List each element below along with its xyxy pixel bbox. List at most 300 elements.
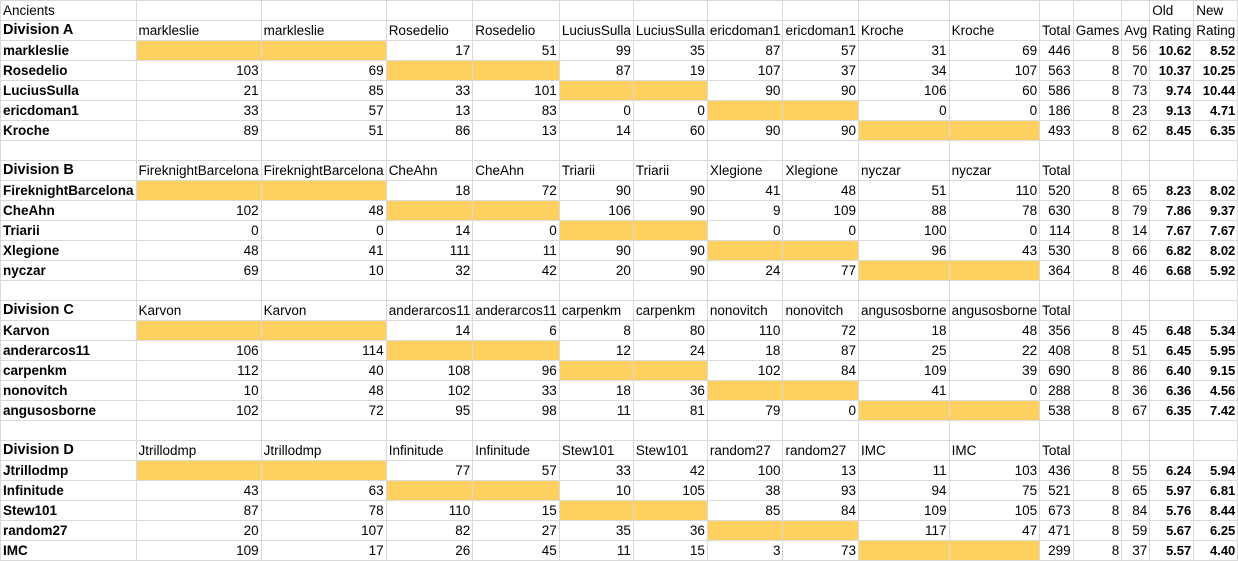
- avg-cell[interactable]: 45: [1122, 321, 1150, 341]
- score-cell[interactable]: 51: [859, 181, 950, 201]
- new-rating-cell[interactable]: 7.67: [1194, 221, 1238, 241]
- games-cell[interactable]: 8: [1073, 41, 1122, 61]
- self-match-cell[interactable]: [559, 361, 633, 381]
- empty-cell[interactable]: [1150, 141, 1194, 161]
- score-cell[interactable]: 106: [136, 341, 261, 361]
- score-cell[interactable]: 109: [136, 541, 261, 561]
- empty-cell[interactable]: [949, 1, 1040, 21]
- score-cell[interactable]: 105: [633, 481, 707, 501]
- score-cell[interactable]: 14: [386, 221, 473, 241]
- avg-cell[interactable]: 70: [1122, 61, 1150, 81]
- empty-cell[interactable]: [633, 1, 707, 21]
- score-cell[interactable]: 69: [136, 261, 261, 281]
- opponent-header-cell[interactable]: Infinitude: [386, 441, 473, 461]
- player-name-cell[interactable]: Jtrillodmp: [1, 461, 137, 481]
- player-name-cell[interactable]: Kroche: [1, 121, 137, 141]
- old-rating-cell[interactable]: 6.48: [1150, 321, 1194, 341]
- score-cell[interactable]: 42: [473, 261, 560, 281]
- old-rating-cell[interactable]: 5.67: [1150, 521, 1194, 541]
- score-cell[interactable]: 15: [473, 501, 560, 521]
- self-match-cell[interactable]: [633, 221, 707, 241]
- avg-cell[interactable]: 67: [1122, 401, 1150, 421]
- new-rating-cell[interactable]: 8.44: [1194, 501, 1238, 521]
- score-cell[interactable]: 20: [559, 261, 633, 281]
- empty-cell[interactable]: [859, 281, 950, 301]
- score-cell[interactable]: 3: [707, 541, 783, 561]
- score-cell[interactable]: 18: [859, 321, 950, 341]
- player-name-cell[interactable]: Infinitude: [1, 481, 137, 501]
- old-rating-cell[interactable]: 6.40: [1150, 361, 1194, 381]
- games-cell[interactable]: 8: [1073, 181, 1122, 201]
- self-match-cell[interactable]: [707, 101, 783, 121]
- score-cell[interactable]: 25: [859, 341, 950, 361]
- self-match-cell[interactable]: [859, 121, 950, 141]
- score-cell[interactable]: 108: [386, 361, 473, 381]
- self-match-cell[interactable]: [386, 481, 473, 501]
- score-cell[interactable]: 13: [386, 101, 473, 121]
- total-cell[interactable]: 586: [1040, 81, 1074, 101]
- new-rating-cell[interactable]: 8.02: [1194, 241, 1238, 261]
- player-name-cell[interactable]: LuciusSulla: [1, 81, 137, 101]
- opponent-header-cell[interactable]: Jtrillodmp: [261, 441, 386, 461]
- old-rating-cell[interactable]: 6.35: [1150, 401, 1194, 421]
- score-cell[interactable]: 60: [949, 81, 1040, 101]
- empty-cell[interactable]: [707, 141, 783, 161]
- opponent-header-cell[interactable]: random27: [707, 441, 783, 461]
- division-name-cell[interactable]: Division C: [1, 301, 137, 321]
- empty-cell[interactable]: [783, 141, 859, 161]
- score-cell[interactable]: 33: [473, 381, 560, 401]
- empty-cell[interactable]: [1150, 421, 1194, 441]
- opponent-header-cell[interactable]: Stew101: [559, 441, 633, 461]
- score-cell[interactable]: 112: [136, 361, 261, 381]
- score-cell[interactable]: 18: [559, 381, 633, 401]
- empty-cell[interactable]: [633, 421, 707, 441]
- empty-cell[interactable]: [1194, 281, 1238, 301]
- empty-cell[interactable]: [1073, 281, 1122, 301]
- avg-cell[interactable]: 36: [1122, 381, 1150, 401]
- score-cell[interactable]: 99: [559, 41, 633, 61]
- empty-cell[interactable]: [783, 1, 859, 21]
- empty-cell[interactable]: [1194, 301, 1238, 321]
- total-cell[interactable]: 364: [1040, 261, 1074, 281]
- self-match-cell[interactable]: [949, 261, 1040, 281]
- opponent-header-cell[interactable]: FireknightBarcelona: [136, 161, 261, 181]
- score-cell[interactable]: 17: [261, 541, 386, 561]
- empty-cell[interactable]: [1073, 441, 1122, 461]
- avg-cell[interactable]: 23: [1122, 101, 1150, 121]
- score-cell[interactable]: 10: [559, 481, 633, 501]
- score-cell[interactable]: 14: [386, 321, 473, 341]
- score-cell[interactable]: 21: [136, 81, 261, 101]
- old-rating-header-cell[interactable]: Rating: [1150, 21, 1194, 41]
- score-cell[interactable]: 37: [783, 61, 859, 81]
- score-cell[interactable]: 51: [261, 121, 386, 141]
- score-cell[interactable]: 106: [859, 81, 950, 101]
- score-cell[interactable]: 109: [859, 361, 950, 381]
- player-name-cell[interactable]: Rosedelio: [1, 61, 137, 81]
- score-cell[interactable]: 90: [633, 261, 707, 281]
- empty-cell[interactable]: [949, 281, 1040, 301]
- opponent-header-cell[interactable]: markleslie: [136, 21, 261, 41]
- empty-cell[interactable]: [1122, 421, 1150, 441]
- total-cell[interactable]: 299: [1040, 541, 1074, 561]
- new-rating-cell[interactable]: 6.35: [1194, 121, 1238, 141]
- empty-cell[interactable]: [1073, 141, 1122, 161]
- score-cell[interactable]: 41: [707, 181, 783, 201]
- opponent-header-cell[interactable]: Triarii: [559, 161, 633, 181]
- self-match-cell[interactable]: [559, 221, 633, 241]
- empty-cell[interactable]: [1150, 281, 1194, 301]
- score-cell[interactable]: 75: [949, 481, 1040, 501]
- empty-cell[interactable]: [859, 421, 950, 441]
- score-cell[interactable]: 82: [386, 521, 473, 541]
- avg-cell[interactable]: 55: [1122, 461, 1150, 481]
- opponent-header-cell[interactable]: CheAhn: [386, 161, 473, 181]
- score-cell[interactable]: 11: [473, 241, 560, 261]
- score-cell[interactable]: 0: [261, 221, 386, 241]
- score-cell[interactable]: 90: [707, 121, 783, 141]
- opponent-header-cell[interactable]: LuciusSulla: [633, 21, 707, 41]
- score-cell[interactable]: 57: [783, 41, 859, 61]
- score-cell[interactable]: 47: [949, 521, 1040, 541]
- empty-cell[interactable]: [707, 421, 783, 441]
- total-cell[interactable]: 436: [1040, 461, 1074, 481]
- old-rating-cell[interactable]: 8.45: [1150, 121, 1194, 141]
- total-header-cell[interactable]: Total: [1040, 21, 1074, 41]
- score-cell[interactable]: 87: [783, 341, 859, 361]
- opponent-header-cell[interactable]: Karvon: [136, 301, 261, 321]
- division-name-cell[interactable]: Division D: [1, 441, 137, 461]
- games-cell[interactable]: 8: [1073, 381, 1122, 401]
- empty-cell[interactable]: [1150, 161, 1194, 181]
- total-cell[interactable]: 673: [1040, 501, 1074, 521]
- games-cell[interactable]: 8: [1073, 341, 1122, 361]
- empty-cell[interactable]: [1, 281, 137, 301]
- total-cell[interactable]: 630: [1040, 201, 1074, 221]
- sheet-title-cell[interactable]: Ancients: [1, 1, 137, 21]
- score-cell[interactable]: 77: [783, 261, 859, 281]
- score-cell[interactable]: 85: [707, 501, 783, 521]
- opponent-header-cell[interactable]: LuciusSulla: [559, 21, 633, 41]
- new-rating-cell[interactable]: 5.34: [1194, 321, 1238, 341]
- score-cell[interactable]: 111: [386, 241, 473, 261]
- score-cell[interactable]: 86: [386, 121, 473, 141]
- score-cell[interactable]: 102: [136, 201, 261, 221]
- total-cell[interactable]: 446: [1040, 41, 1074, 61]
- empty-cell[interactable]: [386, 421, 473, 441]
- empty-cell[interactable]: [1073, 421, 1122, 441]
- player-name-cell[interactable]: random27: [1, 521, 137, 541]
- games-cell[interactable]: 8: [1073, 321, 1122, 341]
- opponent-header-cell[interactable]: carpenkm: [559, 301, 633, 321]
- empty-cell[interactable]: [559, 281, 633, 301]
- score-cell[interactable]: 0: [633, 101, 707, 121]
- avg-cell[interactable]: 46: [1122, 261, 1150, 281]
- self-match-cell[interactable]: [859, 401, 950, 421]
- score-cell[interactable]: 33: [559, 461, 633, 481]
- score-cell[interactable]: 101: [473, 81, 560, 101]
- score-cell[interactable]: 107: [261, 521, 386, 541]
- self-match-cell[interactable]: [473, 341, 560, 361]
- opponent-header-cell[interactable]: Rosedelio: [386, 21, 473, 41]
- score-cell[interactable]: 11: [859, 461, 950, 481]
- score-cell[interactable]: 0: [783, 221, 859, 241]
- score-cell[interactable]: 27: [473, 521, 560, 541]
- score-cell[interactable]: 0: [707, 221, 783, 241]
- empty-cell[interactable]: [136, 421, 261, 441]
- player-name-cell[interactable]: ericdoman1: [1, 101, 137, 121]
- score-cell[interactable]: 94: [859, 481, 950, 501]
- new-rating-cell[interactable]: 9.37: [1194, 201, 1238, 221]
- score-cell[interactable]: 78: [949, 201, 1040, 221]
- empty-cell[interactable]: [386, 1, 473, 21]
- score-cell[interactable]: 107: [707, 61, 783, 81]
- self-match-cell[interactable]: [261, 181, 386, 201]
- games-cell[interactable]: 8: [1073, 81, 1122, 101]
- empty-cell[interactable]: [261, 421, 386, 441]
- score-cell[interactable]: 33: [386, 81, 473, 101]
- player-name-cell[interactable]: nyczar: [1, 261, 137, 281]
- score-cell[interactable]: 51: [473, 41, 560, 61]
- score-cell[interactable]: 69: [949, 41, 1040, 61]
- new-rating-cell[interactable]: 8.02: [1194, 181, 1238, 201]
- score-cell[interactable]: 13: [473, 121, 560, 141]
- score-cell[interactable]: 87: [559, 61, 633, 81]
- empty-cell[interactable]: [473, 281, 560, 301]
- score-cell[interactable]: 0: [949, 381, 1040, 401]
- empty-cell[interactable]: [783, 281, 859, 301]
- score-cell[interactable]: 110: [386, 501, 473, 521]
- self-match-cell[interactable]: [949, 541, 1040, 561]
- opponent-header-cell[interactable]: nyczar: [949, 161, 1040, 181]
- score-cell[interactable]: 11: [559, 401, 633, 421]
- opponent-header-cell[interactable]: angusosborne: [859, 301, 950, 321]
- score-cell[interactable]: 105: [949, 501, 1040, 521]
- score-cell[interactable]: 72: [261, 401, 386, 421]
- empty-cell[interactable]: [473, 1, 560, 21]
- avg-cell[interactable]: 56: [1122, 41, 1150, 61]
- score-cell[interactable]: 24: [633, 341, 707, 361]
- score-cell[interactable]: 81: [633, 401, 707, 421]
- avg-cell[interactable]: 79: [1122, 201, 1150, 221]
- games-cell[interactable]: 8: [1073, 201, 1122, 221]
- total-cell[interactable]: 538: [1040, 401, 1074, 421]
- old-rating-cell[interactable]: 8.23: [1150, 181, 1194, 201]
- new-rating-cell[interactable]: 10.44: [1194, 81, 1238, 101]
- old-rating-cell[interactable]: 6.68: [1150, 261, 1194, 281]
- score-cell[interactable]: 9: [707, 201, 783, 221]
- empty-cell[interactable]: [1040, 421, 1074, 441]
- score-cell[interactable]: 77: [386, 461, 473, 481]
- score-cell[interactable]: 42: [633, 461, 707, 481]
- score-cell[interactable]: 88: [859, 201, 950, 221]
- score-cell[interactable]: 90: [707, 81, 783, 101]
- empty-cell[interactable]: [1194, 441, 1238, 461]
- score-cell[interactable]: 13: [783, 461, 859, 481]
- score-cell[interactable]: 20: [136, 521, 261, 541]
- empty-cell[interactable]: [386, 141, 473, 161]
- empty-cell[interactable]: [1073, 301, 1122, 321]
- self-match-cell[interactable]: [559, 81, 633, 101]
- self-match-cell[interactable]: [473, 61, 560, 81]
- score-cell[interactable]: 73: [783, 541, 859, 561]
- score-cell[interactable]: 69: [261, 61, 386, 81]
- division-name-cell[interactable]: Division B: [1, 161, 137, 181]
- player-name-cell[interactable]: markleslie: [1, 41, 137, 61]
- old-rating-cell[interactable]: 9.13: [1150, 101, 1194, 121]
- games-cell[interactable]: 8: [1073, 221, 1122, 241]
- total-cell[interactable]: 563: [1040, 61, 1074, 81]
- total-header-cell[interactable]: Total: [1040, 301, 1074, 321]
- empty-cell[interactable]: [633, 141, 707, 161]
- self-match-cell[interactable]: [633, 81, 707, 101]
- empty-cell[interactable]: [473, 141, 560, 161]
- score-cell[interactable]: 90: [559, 241, 633, 261]
- empty-cell[interactable]: [1073, 161, 1122, 181]
- score-cell[interactable]: 0: [949, 221, 1040, 241]
- score-cell[interactable]: 24: [707, 261, 783, 281]
- old-rating-cell[interactable]: 7.86: [1150, 201, 1194, 221]
- score-cell[interactable]: 63: [261, 481, 386, 501]
- new-rating-cell[interactable]: 7.42: [1194, 401, 1238, 421]
- score-cell[interactable]: 90: [559, 181, 633, 201]
- empty-cell[interactable]: [473, 421, 560, 441]
- score-cell[interactable]: 38: [707, 481, 783, 501]
- score-cell[interactable]: 117: [859, 521, 950, 541]
- score-cell[interactable]: 45: [473, 541, 560, 561]
- old-rating-cell[interactable]: 5.97: [1150, 481, 1194, 501]
- opponent-header-cell[interactable]: IMC: [859, 441, 950, 461]
- avg-cell[interactable]: 65: [1122, 481, 1150, 501]
- empty-cell[interactable]: [1040, 141, 1074, 161]
- score-cell[interactable]: 35: [559, 521, 633, 541]
- games-cell[interactable]: 8: [1073, 241, 1122, 261]
- opponent-header-cell[interactable]: nyczar: [859, 161, 950, 181]
- score-cell[interactable]: 79: [707, 401, 783, 421]
- player-name-cell[interactable]: Stew101: [1, 501, 137, 521]
- score-cell[interactable]: 106: [559, 201, 633, 221]
- empty-cell[interactable]: [136, 281, 261, 301]
- score-cell[interactable]: 90: [633, 201, 707, 221]
- new-rating-cell[interactable]: 4.40: [1194, 541, 1238, 561]
- score-cell[interactable]: 43: [136, 481, 261, 501]
- score-cell[interactable]: 40: [261, 361, 386, 381]
- games-cell[interactable]: 8: [1073, 61, 1122, 81]
- opponent-header-cell[interactable]: FireknightBarcelona: [261, 161, 386, 181]
- score-cell[interactable]: 114: [261, 341, 386, 361]
- empty-cell[interactable]: [1194, 161, 1238, 181]
- old-rating-cell[interactable]: 6.24: [1150, 461, 1194, 481]
- new-rating-cell[interactable]: 5.92: [1194, 261, 1238, 281]
- self-match-cell[interactable]: [859, 541, 950, 561]
- empty-cell[interactable]: [136, 1, 261, 21]
- score-cell[interactable]: 98: [473, 401, 560, 421]
- empty-cell[interactable]: [1122, 301, 1150, 321]
- player-name-cell[interactable]: anderarcos11: [1, 341, 137, 361]
- score-cell[interactable]: 89: [136, 121, 261, 141]
- games-cell[interactable]: 8: [1073, 401, 1122, 421]
- opponent-header-cell[interactable]: angusosborne: [949, 301, 1040, 321]
- score-cell[interactable]: 43: [949, 241, 1040, 261]
- opponent-header-cell[interactable]: carpenkm: [633, 301, 707, 321]
- games-cell[interactable]: 8: [1073, 121, 1122, 141]
- score-cell[interactable]: 0: [783, 401, 859, 421]
- empty-cell[interactable]: [1150, 441, 1194, 461]
- score-cell[interactable]: 22: [949, 341, 1040, 361]
- score-cell[interactable]: 100: [859, 221, 950, 241]
- self-match-cell[interactable]: [136, 461, 261, 481]
- empty-cell[interactable]: [707, 281, 783, 301]
- empty-cell[interactable]: [386, 281, 473, 301]
- new-rating-cell[interactable]: 5.95: [1194, 341, 1238, 361]
- total-cell[interactable]: 530: [1040, 241, 1074, 261]
- self-match-cell[interactable]: [783, 381, 859, 401]
- score-cell[interactable]: 0: [473, 221, 560, 241]
- total-cell[interactable]: 493: [1040, 121, 1074, 141]
- score-cell[interactable]: 57: [261, 101, 386, 121]
- opponent-header-cell[interactable]: Kroche: [859, 21, 950, 41]
- score-cell[interactable]: 85: [261, 81, 386, 101]
- empty-cell[interactable]: [1122, 441, 1150, 461]
- player-name-cell[interactable]: carpenkm: [1, 361, 137, 381]
- opponent-header-cell[interactable]: ericdoman1: [783, 21, 859, 41]
- opponent-header-cell[interactable]: Infinitude: [473, 441, 560, 461]
- score-cell[interactable]: 57: [473, 461, 560, 481]
- score-cell[interactable]: 33: [136, 101, 261, 121]
- score-cell[interactable]: 107: [949, 61, 1040, 81]
- opponent-header-cell[interactable]: Triarii: [633, 161, 707, 181]
- empty-cell[interactable]: [261, 281, 386, 301]
- new-rating-cell[interactable]: 4.71: [1194, 101, 1238, 121]
- score-cell[interactable]: 10: [261, 261, 386, 281]
- old-rating-cell[interactable]: 6.36: [1150, 381, 1194, 401]
- opponent-header-cell[interactable]: Xlegione: [707, 161, 783, 181]
- score-cell[interactable]: 78: [261, 501, 386, 521]
- opponent-header-cell[interactable]: anderarcos11: [386, 301, 473, 321]
- player-name-cell[interactable]: Xlegione: [1, 241, 137, 261]
- self-match-cell[interactable]: [633, 501, 707, 521]
- avg-cell[interactable]: 86: [1122, 361, 1150, 381]
- score-cell[interactable]: 6: [473, 321, 560, 341]
- total-cell[interactable]: 408: [1040, 341, 1074, 361]
- empty-cell[interactable]: [707, 1, 783, 21]
- self-match-cell[interactable]: [261, 321, 386, 341]
- total-cell[interactable]: 521: [1040, 481, 1074, 501]
- self-match-cell[interactable]: [386, 341, 473, 361]
- player-name-cell[interactable]: FireknightBarcelona: [1, 181, 137, 201]
- score-cell[interactable]: 48: [136, 241, 261, 261]
- score-cell[interactable]: 95: [386, 401, 473, 421]
- score-cell[interactable]: 41: [859, 381, 950, 401]
- total-cell[interactable]: 186: [1040, 101, 1074, 121]
- player-name-cell[interactable]: CheAhn: [1, 201, 137, 221]
- opponent-header-cell[interactable]: anderarcos11: [473, 301, 560, 321]
- score-cell[interactable]: 102: [386, 381, 473, 401]
- games-cell[interactable]: 8: [1073, 541, 1122, 561]
- self-match-cell[interactable]: [783, 521, 859, 541]
- score-cell[interactable]: 48: [261, 201, 386, 221]
- empty-cell[interactable]: [261, 141, 386, 161]
- score-cell[interactable]: 14: [559, 121, 633, 141]
- avg-cell[interactable]: 14: [1122, 221, 1150, 241]
- new-rating-cell[interactable]: 9.15: [1194, 361, 1238, 381]
- score-cell[interactable]: 48: [783, 181, 859, 201]
- opponent-header-cell[interactable]: CheAhn: [473, 161, 560, 181]
- score-cell[interactable]: 90: [633, 181, 707, 201]
- opponent-header-cell[interactable]: Kroche: [949, 21, 1040, 41]
- empty-cell[interactable]: [1122, 161, 1150, 181]
